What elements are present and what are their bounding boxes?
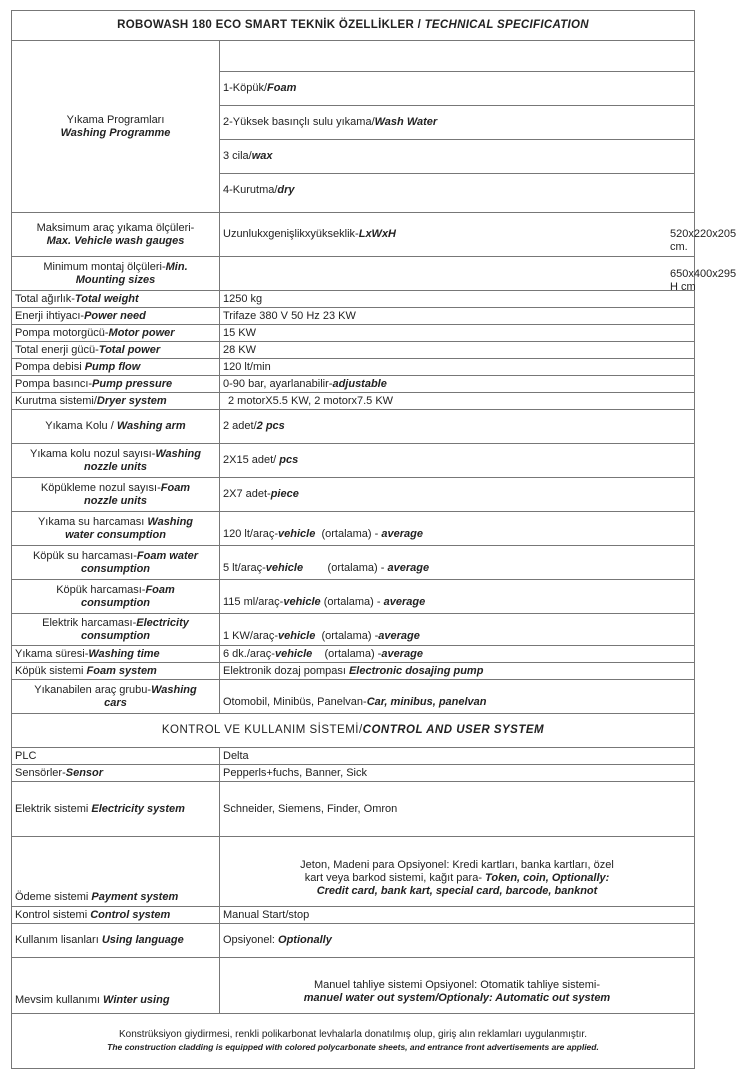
sheet-title: [12, 11, 695, 41]
title-en: TECHNICAL SPECIFICATION: [424, 19, 589, 31]
wash-time-row: Yıkama süresi-Washing time 6 dk./araç-vehicle (ortalama) -average: [12, 646, 695, 663]
wash-water-row: Yıkama su harcaması Washing water consumption 120 lt/araç-vehicle (ortalama) - average: [12, 512, 695, 546]
spec-row: Total ağırlık-Total weight 1250 kg: [12, 291, 695, 308]
language-row: Kullanım lisanları Using language Opsiyonel: Optionally: [12, 924, 695, 958]
programs-label: Yıkama Programları Washing Programme: [12, 41, 220, 213]
wash-nozzle-row: Yıkama kolu nozul sayısı-Washing nozzle units 2X15 adet/ pcs: [12, 444, 695, 478]
title-tr: ROBOWASH 180 ECO SMART TEKNİK ÖZELLİKLER /: [117, 19, 425, 31]
spec-row: Total enerji gücü-Total power 28 KW: [12, 342, 695, 359]
payment-row: Ödeme sistemi Payment system Jeton, Madeni para Opsiyonel: Kredi kartları, banka kartları, özel kart veya barkod sistemi, kağıt para- Token, coin, Optionally: Credit card, bank kart, special card, barcode, banknot: [12, 837, 695, 907]
min-dims-row: Minimum montaj ölçüleri-Min. Mounting sizes 650x400x295 H cm: [12, 257, 695, 291]
spec-row: Enerji ihtiyacı-Power need Trifaze 380 V 50 Hz 23 KW: [12, 308, 695, 325]
wash-arm-row: Yıkama Kolu / Washing arm 2 adet/2 pcs: [12, 410, 695, 444]
plc-row: PLC Delta: [12, 748, 695, 765]
vehicle-group-row: Yıkanabilen araç grubu-Washing cars Otomobil, Minibüs, Panelvan-Car, minibus, panelvan: [12, 680, 695, 714]
programs-row: [12, 41, 695, 213]
dryer-row: Kurutma sistemi/Dryer system 2 motorX5.5 KW, 2 motorx7.5 KW: [12, 393, 695, 410]
pump-pressure-row: Pompa basıncı-Pump pressure 0-90 bar, ayarlanabilir-adjustable: [12, 376, 695, 393]
max-dims-row: Maksimum araç yıkama ölçüleri- Max. Vehicle wash gauges Uzunlukxgenişlikxyükseklik-LxWxH 520x220x205 cm.: [12, 213, 695, 257]
programs-blank: [220, 41, 694, 71]
spec-row: Pompa debisi Pump flow 120 lt/min: [12, 359, 695, 376]
foam-water-row: Köpük su harcaması-Foam water consumption 5 lt/araç-vehicle (ortalama) - average: [12, 546, 695, 580]
footer-en: The construction cladding is equipped with colored polycarbonate sheets, and entrance front advertisements are applied.: [107, 1042, 599, 1052]
program-item: 2-Yüksek basınçlı sulu yıkama/Wash Water: [220, 105, 694, 139]
spec-table: [11, 10, 736, 1069]
foam-nozzle-row: Köpükleme nozul sayısı-Foam nozzle units 2X7 adet-piece: [12, 478, 695, 512]
sensor-row: Sensörler-Sensor Pepperls+fuchs, Banner, Sick: [12, 765, 695, 782]
footer-tr: Konstrüksiyon giydirmesi, renkli polikarbonat levhalarla donatılmış olup, giriş alın reklamları uygulanmıştır.: [119, 1029, 587, 1040]
control-row: Kontrol sistemi Control system Manual Start/stop: [12, 907, 695, 924]
foam-system-row: Köpük sistemi Foam system Elektronik dozaj pompası Electronic dosajing pump: [12, 663, 695, 680]
control-section-header: KONTROL VE KULLANIM SİSTEMİ/CONTROL AND USER SYSTEM: [12, 714, 695, 748]
elec-system-row: Elektrik sistemi Electricity system Schneider, Siemens, Finder, Omron: [12, 782, 695, 837]
programs-list: [220, 41, 695, 213]
program-item: 1-Köpük/Foam: [220, 71, 694, 105]
program-item: 4-Kurutma/dry: [220, 173, 694, 207]
electric-row: Elektrik harcaması-Electricity consumption 1 KW/araç-vehicle (ortalama) -average: [12, 614, 695, 646]
foam-use-row: Köpük harcaması-Foam consumption 115 ml/araç-vehicle (ortalama) - average: [12, 580, 695, 614]
program-item: 3 cila/wax: [220, 139, 694, 173]
winter-row: Mevsim kullanımı Winter using Manuel tahliye sistemi Opsiyonel: Otomatik tahliye sistemi- manuel water out system/Optionaly: Automatic out system: [12, 958, 695, 1014]
spec-row: Pompa motorgücü-Motor power 15 KW: [12, 325, 695, 342]
footer-row: [12, 1014, 695, 1069]
